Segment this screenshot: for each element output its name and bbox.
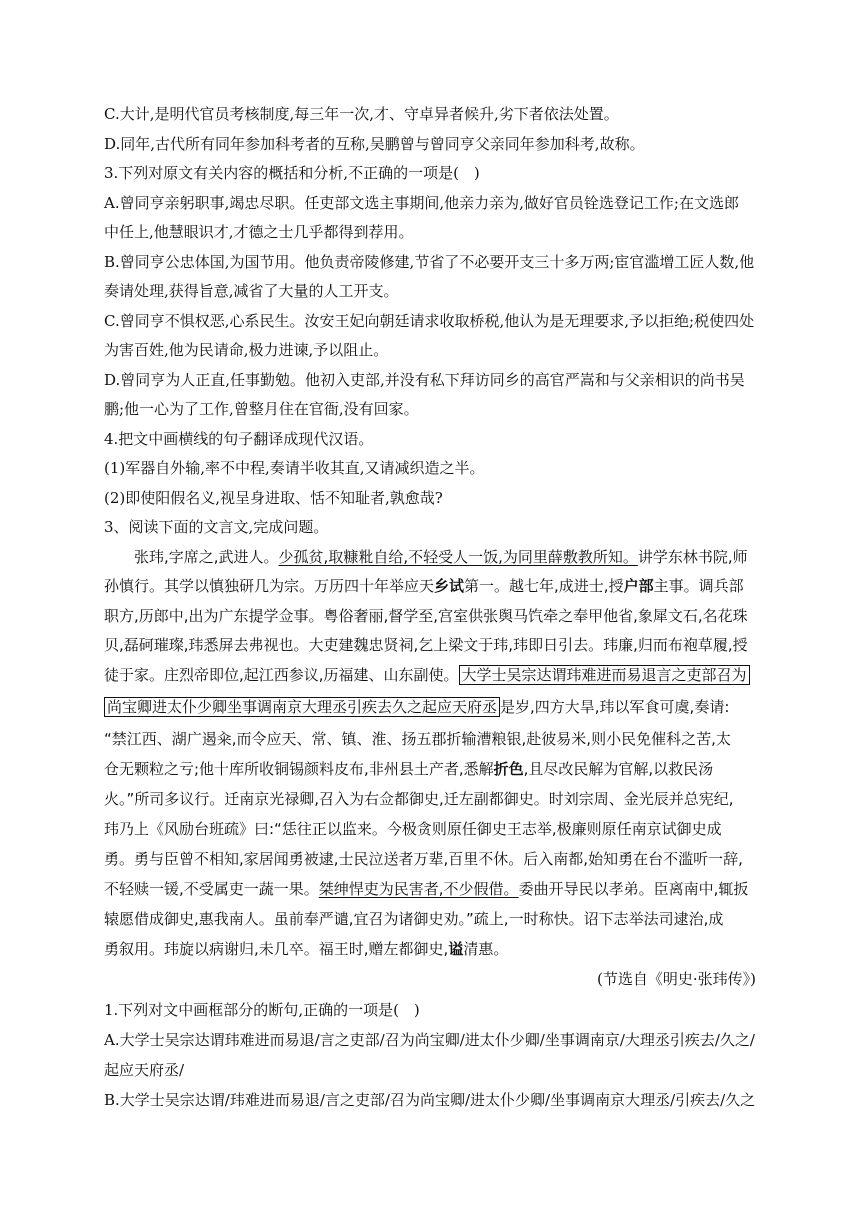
boxed-sentence-part-2: 尚宝卿进太仆少卿坐事调南京大理丞引疾去久之起应天府丞 xyxy=(104,697,500,717)
q3-option-b-line1: B.曾同亨公忠体国,为国节用。他负责帝陵修建,节省了不必要开支三十多万两;宦官滥增工匠人数,他 xyxy=(104,253,755,271)
q3-option-c-line1: C.曾同亨不惧权恶,心系民生。汝安王妃向朝廷请求收取桥税,他认为是无理要求,予以拒绝;税使四处 xyxy=(104,312,755,330)
passage-line-11: 勇。勇与臣曾不相知,家居闻勇被逮,士民泣送者万辈,百里不休。后入南都,始知勇在台不滥听一辞, xyxy=(104,850,743,868)
passage-line-5 xyxy=(104,665,750,685)
q3-option-d-line1: D.曾同亨为人正直,任事勤勉。他初入吏部,并没有私下拜访同乡的高官严嵩和与父亲相识的尚书吴 xyxy=(104,371,745,389)
passage-source: (节选自《明史·张玮传》) xyxy=(597,970,756,988)
passage-line-3: 职方,历郎中,出为广东提学佥事。粤俗奢丽,督学至,宫室供张舆马饩牵之奉甲他省,象犀文石,名花珠 xyxy=(104,607,748,625)
bold-term: 谥 xyxy=(448,940,464,958)
passage-line-14 xyxy=(104,939,508,959)
option-d-prev: D.同年,古代所有同年参加科考者的互称,吴鹏曾与曾同亨父亲同年参加科考,故称。 xyxy=(104,135,645,153)
passage-text: 委曲开导民以孝弟。臣离南中,辄扳 xyxy=(518,880,749,898)
passage-text: 徒于家。庄烈帝即位,起江西参议,历福建、山东副使。 xyxy=(104,666,459,684)
q4-sentence-1: (1)军器自外输,率不中程,奏请半收其直,又请减织造之半。 xyxy=(104,459,485,477)
passage-text: 清惠。 xyxy=(463,940,509,958)
q3-option-a-line2: 中任上,他慧眼识才,才德之士几乎都得到荐用。 xyxy=(104,223,414,241)
passage-text: 讲学东林书院,师 xyxy=(637,548,748,566)
passage-line-1 xyxy=(134,547,748,567)
passage-line-6 xyxy=(104,697,729,717)
underlined-sentence-1: 少孤贫,取糠粃自给,不轻受人一饭,为同里薛敷教所知。 xyxy=(278,548,638,566)
passage-line-7: “禁江西、湖广遏籴,而令应天、常、镇、淮、扬五郡折输漕粮银,赴彼易米,则小民免催科之苦,太 xyxy=(104,730,731,748)
passage-text: 主事。调兵部 xyxy=(653,577,744,595)
passage-text: 勇叙用。玮旋以病谢归,未几卒。福王时,赠左都御史, xyxy=(104,940,449,958)
q1-option-b-line1: B.大学士吴宗达谓/玮难进而易退/言之吏部/召为尚宝卿/进太仆少卿/坐事调南京大理丞/引疾去/久之 xyxy=(104,1091,756,1109)
boxed-sentence-part-1: 大学士吴宗达谓玮难进而易退言之吏部召为 xyxy=(459,665,750,685)
question-1-stem: 1.下列对文中画框部分的断句,正确的一项是( ) xyxy=(104,1001,420,1019)
bold-term: 折色 xyxy=(493,760,524,778)
underlined-sentence-2: 桀绅悍吏为民害者,不少假借。 xyxy=(318,880,519,898)
passage-text: 仓无颗粒之亏;他十库所收铜锡颜料皮布,非州县土产者,悉解 xyxy=(104,760,494,778)
bold-term: 户部 xyxy=(623,577,654,595)
q3-option-c-line2: 为害百姓,他为民请命,极力进谏,予以阻止。 xyxy=(104,341,389,359)
passage-line-12 xyxy=(104,879,748,899)
passage-text: 第一。越七年,成进士,授 xyxy=(464,577,624,595)
q3-option-a-line1: A.曾同亨亲躬职事,竭忠尽职。任吏部文选主事期间,他亲力亲为,做好官员铨选登记工作;在文选郎 xyxy=(104,194,739,212)
passage-line-13: 辕愿借成御史,惠我南人。虽前奉严谴,宜召为诸御史劝。”疏上,一时称快。诏下志举法司逮治,成 xyxy=(104,910,724,928)
passage-text: 不轻赎一锾,不受属吏一蔬一果。 xyxy=(104,880,319,898)
q3-option-b-line2: 奏请处理,获得旨意,减省了大量的人工开支。 xyxy=(104,282,399,300)
bold-term: 乡试 xyxy=(434,577,465,595)
passage-text: 张玮,字席之,武进人。 xyxy=(134,548,279,566)
passage-line-8 xyxy=(104,759,713,779)
passage-line-2 xyxy=(104,576,744,596)
passage-text: 孙慎行。其学以慎独研几为宗。万历四十年举应天 xyxy=(104,577,435,595)
passage-line-9: 火。”所司多议行。迁南京光禄卿,召入为右佥都御史,迁左副都御史。时刘宗周、金光辰并总宪纪, xyxy=(104,790,734,808)
passage-text: 是岁,四方大旱,玮以军食可虞,奏请: xyxy=(500,698,730,716)
q4-sentence-2: (2)即使阳假名义,视呈身进取、恬不知耻者,孰愈哉? xyxy=(104,489,443,507)
option-c-prev: C.大计,是明代官员考核制度,每三年一次,才、守卓异者候升,劣下者依法处置。 xyxy=(104,105,619,123)
q1-option-a-line1: A.大学士吴宗达谓玮难进而易退/言之吏部/召为尚宝卿/进太仆少卿/坐事调南京/大理丞引疾去/久之/ xyxy=(104,1031,755,1049)
question-3-stem: 3.下列对原文有关内容的概括和分析,不正确的一项是( ) xyxy=(104,164,480,182)
question-4-stem: 4.把文中画横线的句子翻译成现代汉语。 xyxy=(104,430,374,448)
passage-line-10: 玮乃上《风励台班疏》曰:“恁往正以监来。今极贪则原任御史王志举,极廉则原任南京试御史成 xyxy=(104,820,722,838)
q3-option-d-line2: 鹏;他一心为了工作,曾整月住在官衙,没有回家。 xyxy=(104,400,419,418)
passage-text: ,且尽改民解为官解,以救民汤 xyxy=(523,760,714,778)
passage-line-4: 贝,磊砢璀璨,玮悉屏去弗视也。大吏建魏忠贤祠,乞上梁文于玮,玮即日引去。玮廉,归而布袍草履,授 xyxy=(104,636,748,654)
q1-option-a-line2: 起应天府丞/ xyxy=(104,1061,185,1079)
section-3-heading: 3、阅读下面的文言文,完成问题。 xyxy=(104,518,329,536)
